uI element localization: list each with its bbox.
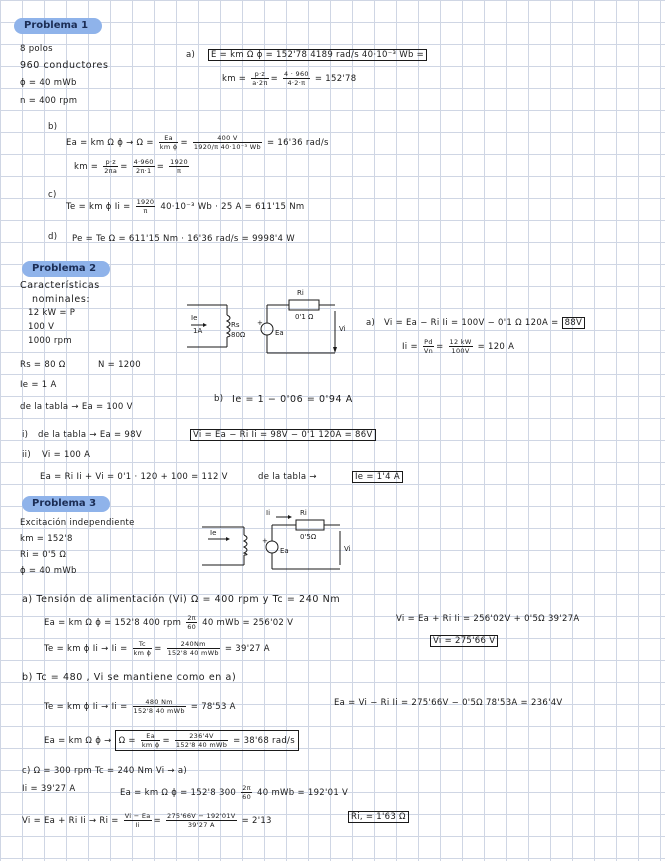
given-flux: ϕ = 40 mWb bbox=[20, 78, 77, 88]
label-plus: + bbox=[262, 537, 268, 545]
label-ri-value: 0'5Ω bbox=[300, 533, 317, 541]
part-b-label: b) bbox=[48, 122, 58, 132]
p2-a-result-box: 88V bbox=[562, 317, 586, 329]
part-a-label: a) bbox=[186, 50, 196, 60]
p2-i-equation bbox=[190, 430, 376, 441]
p3-c-ri: Vi = Ea + Ri Ii → Ri = $\frac{Vi - Ea}{Ii}$ = $\frac{275'66V - 192'01V}{39'27 A}$ = 2'13 bbox=[22, 812, 272, 829]
given-rpm: 1000 rpm bbox=[28, 336, 72, 346]
problem-1-title: Problema 1 bbox=[14, 18, 102, 34]
p3-b-heading: b) Tc = 480 , Vi se mantiene como en a) bbox=[22, 672, 237, 683]
p3-a-vi: Vi = Ea + Ri Ii = 256'02V + 0'5Ω 39'27A bbox=[396, 614, 580, 624]
p2-circuit-diagram bbox=[185, 285, 355, 365]
given-characteristics: Características bbox=[20, 280, 100, 291]
given-speed: n = 400 rpm bbox=[20, 96, 78, 106]
label-ie: Ie bbox=[210, 529, 217, 537]
p3-a-line2: Te = km ϕ Ii → Ii = $\frac{Tc}{\text{km ϕ}}$ = $\frac{240Nm}{\text{152'8 40 mWb}}$ = 39'27 A bbox=[44, 640, 270, 657]
p1-d-line: Pe = Te Ω = 611'15 Nm · 16'36 rad/s = 9998'4 W bbox=[72, 234, 295, 244]
p2-ii-equation: Ea = Ri Ii + Vi = 0'1 · 120 + 100 = 112 V bbox=[40, 472, 228, 482]
field-coil-symbol bbox=[227, 315, 230, 337]
given-voltage: 100 V bbox=[28, 322, 55, 332]
label-ea: Ea bbox=[275, 329, 284, 337]
p3-a-line1: Ea = km Ω ϕ = 152'8 400 rpm $\frac{2\pi}{60}$ 40 mWb = 256'02 V bbox=[44, 614, 294, 631]
label-ie: Ie bbox=[191, 314, 198, 322]
p2-ii-box-wrap bbox=[352, 472, 403, 483]
given-conductors: 960 conductores bbox=[20, 60, 109, 71]
part-d-label: d) bbox=[48, 232, 58, 242]
label-plus: + bbox=[257, 319, 263, 327]
field-coil-symbol bbox=[244, 535, 247, 555]
p1-c-line: Te = km ϕ Ii = $\frac{1920}{\pi}$ 40·10⁻³ Wb · 25 A = 611'15 Nm bbox=[66, 198, 305, 215]
p3-c-box-wrap bbox=[348, 812, 409, 823]
given-excitation: Excitación independiente bbox=[20, 518, 135, 528]
p3-a-result-box: Vi = 275'66 V bbox=[430, 635, 498, 647]
p2-ii-table: de la tabla → bbox=[258, 472, 317, 482]
p3-a-heading: a) Tensión de alimentación (Vi) Ω = 400 rpm y Tc = 240 Nm bbox=[22, 594, 341, 605]
p1-b-line2: km = $\frac{p\cdot z}{2\pi a}$ = $\frac{4\cdot 960}{2\pi\cdot 1}$ = $\frac{1920}{\pi}$ bbox=[74, 158, 188, 175]
p3-a-box-wrap bbox=[430, 636, 498, 647]
p3-b-ea: Ea = Vi − Ri Ii = 275'66V − 0'5Ω 78'53A = 236'4V bbox=[334, 698, 563, 708]
given-ri: Ri = 0'5 Ω bbox=[20, 550, 67, 560]
p2-table-ea: de la tabla → Ea = 100 V bbox=[20, 402, 133, 412]
p3-b-line1: Te = km ϕ Ii → Ii = $\frac{480 Nm}{\text{152'8 40 mWb}}$ = 78'53 A bbox=[44, 698, 236, 715]
part-ii-label: ii) bbox=[22, 450, 31, 460]
ri-resistor-symbol bbox=[289, 300, 319, 310]
p3-c-result-box: Ri, = 1'63 Ω bbox=[348, 811, 409, 823]
p1-a-box: E = km Ω ϕ = 152'78 4189 rad/s 40·10⁻³ Wb = bbox=[208, 49, 427, 61]
p2-ii-given: Vi = 100 A bbox=[42, 450, 91, 460]
given-km: km = 152'8 bbox=[20, 534, 73, 544]
given-flux: ϕ = 40 mWb bbox=[20, 566, 77, 576]
p2-i-result-box: Vi = Ea − Ri Ii = 98V − 0'1 120A = 86V bbox=[190, 429, 376, 441]
label-rs-value: 80Ω bbox=[231, 331, 246, 339]
label-ri: Ri bbox=[297, 289, 304, 297]
p1-b-line1: Ea = km Ω ϕ → Ω = $\frac{Ea}{\text{km ϕ}}$ = $\frac{400 V}{\text{1920/π 40·10⁻³ Wb}}$ = 16'36 rad/s bbox=[66, 134, 329, 151]
given-nominal: nominales: bbox=[32, 294, 91, 305]
given-ns: N = 1200 bbox=[98, 360, 141, 370]
p2-ii-result-box: Ie = 1'4 A bbox=[352, 471, 403, 483]
p3-circuit-diagram bbox=[200, 505, 360, 580]
part-i-label: i) bbox=[22, 430, 29, 440]
label-ie-value: 1A bbox=[193, 327, 203, 335]
p3-b-line2: Ea = km Ω ϕ → Ω = $\frac{Ea}{\text{km ϕ}}$ = $\frac{236'4V}{\text{152'8 40 mWb}}$ = 38'68 rad/s bbox=[44, 730, 299, 751]
part-a-label: a) bbox=[366, 318, 376, 328]
ie-arrow-head bbox=[203, 323, 207, 327]
p1-a-equation bbox=[208, 50, 427, 61]
part-c-label: c) bbox=[48, 190, 57, 200]
label-ri: Ri bbox=[300, 509, 307, 517]
label-vi: Vi bbox=[339, 325, 346, 333]
problem-2-title: Problema 2 bbox=[22, 261, 110, 277]
p3-c-heading: c) Ω = 300 rpm Tc = 240 Nm Vi → a) bbox=[22, 766, 187, 776]
p2-b-equation: Ie = 1 − 0'06 = 0'94 A bbox=[232, 394, 353, 405]
label-ri-value: 0'1 Ω bbox=[295, 313, 314, 321]
part-b-label: b) bbox=[214, 394, 224, 404]
label-ea: Ea bbox=[280, 547, 289, 555]
label-ii: Ii bbox=[266, 509, 271, 517]
p2-a-current: Ii = $\frac{Pd}{Vn}$ = $\frac{12 kW}{100V}$ = 120 A bbox=[402, 338, 515, 355]
p2-i-table: de la tabla → Ea = 98V bbox=[38, 430, 142, 440]
ii-arrow-head bbox=[288, 515, 292, 519]
given-ie: Ie = 1 A bbox=[20, 380, 57, 390]
p1-a-km: km = $\frac{p\cdot z}{a\cdot 2\pi}$ = $\frac{4 \cdot 960}{4\cdot 2\cdot\pi}$ = 152'78 bbox=[222, 70, 357, 87]
label-rs: Rs bbox=[231, 321, 240, 329]
ri-resistor-symbol bbox=[296, 520, 324, 530]
p3-b-result-box: Ω = $\frac{Ea}{\text{km ϕ}}$ = $\frac{236'4V}{\text{152'8 40 mWb}}$ = 38'68 rad/s bbox=[115, 730, 299, 751]
given-poles: 8 polos bbox=[20, 44, 53, 54]
p2-a-equation: Vi = Ea − Ri Ii = 100V − 0'1 Ω 120A = 88V bbox=[384, 318, 585, 329]
given-rs: Rs = 80 Ω bbox=[20, 360, 66, 370]
vi-arrow-head bbox=[333, 347, 337, 353]
problem-3-title: Problema 3 bbox=[22, 496, 110, 512]
p3-c-ea: Ea = km Ω ϕ = 152'8 300 $\frac{2\pi}{60}$ 40 mWb = 192'01 V bbox=[120, 784, 349, 801]
label-vi: Vi bbox=[344, 545, 351, 553]
ie-arrow-head bbox=[226, 537, 230, 541]
p3-c-ii: Ii = 39'27 A bbox=[22, 784, 76, 794]
given-power: 12 kW = P bbox=[28, 308, 76, 318]
